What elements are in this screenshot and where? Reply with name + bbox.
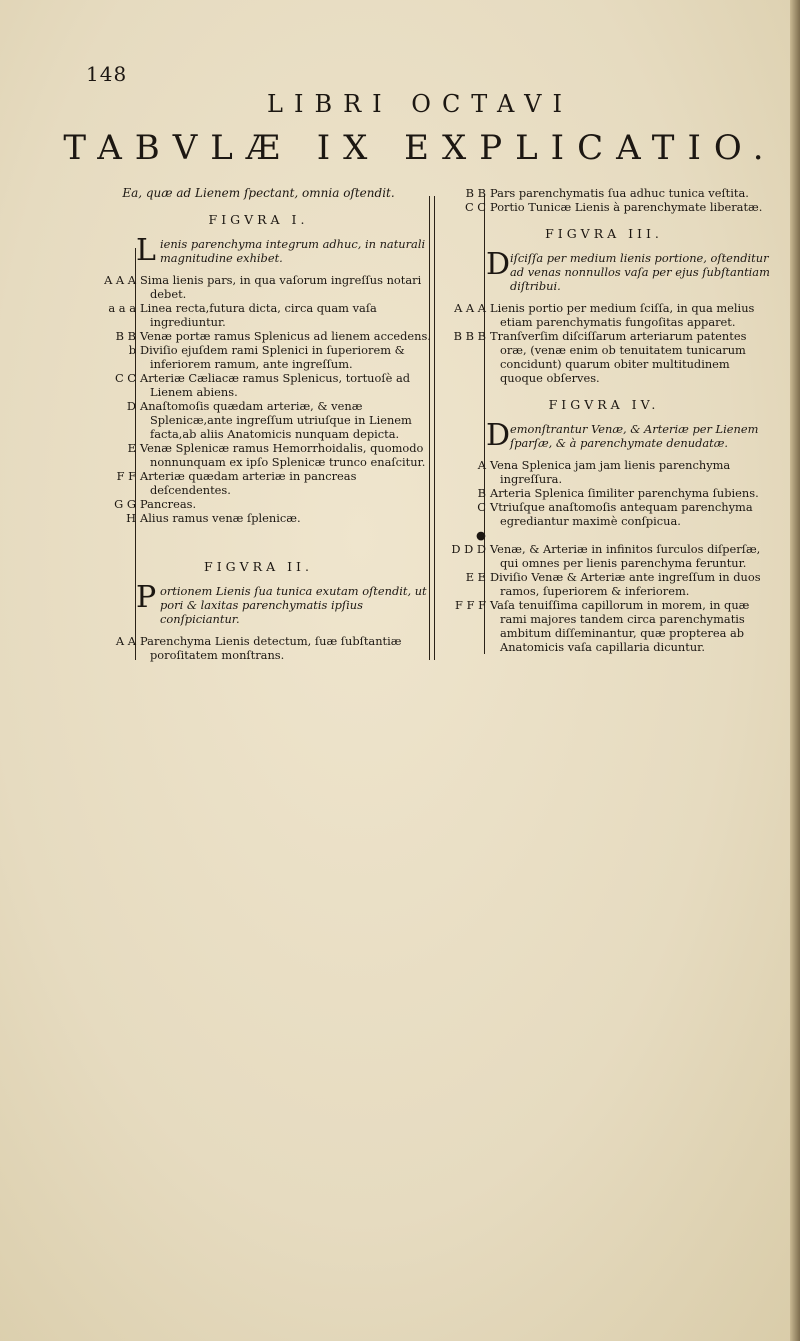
legend-entry — [436, 200, 772, 214]
legend-label: C — [477, 500, 486, 514]
legend-label: C C — [114, 371, 136, 385]
legend-entry — [86, 634, 431, 662]
figure-2-intro-text: ortionem Lienis ſua tunica exutam oſtendit, ut pori & laxitas parenchymatis ipſius conſpiciantur. — [160, 584, 427, 626]
right-column — [436, 186, 772, 654]
legend-entry — [436, 528, 772, 542]
legend-text: Parenchyma Lienis detectum, ſuæ ſubſtantiæ poroſitatem monſtrans. — [140, 634, 402, 662]
legend-label: A A A — [454, 301, 486, 315]
drop-cap: L — [136, 233, 156, 268]
legend-label: B — [477, 486, 486, 500]
legend-entry — [86, 511, 431, 525]
figure-3-intro-text: iſciſſa per medium lienis portione, oſtenditur ad venas nonnullos vaſa per ejus ſubſtantiam diſtribui. — [510, 251, 770, 293]
legend-text: Vtriuſque anaſtomoſis antequam parenchyma egrediantur maximè conſpicua. — [490, 500, 753, 528]
legend-text: Vena Splenica jam jam lienis parenchyma ingreſſura. — [490, 458, 731, 486]
drop-cap: D — [486, 418, 511, 453]
figure-4-intro-text: emonſtrantur Venæ, & Arteriæ per Lienem ſparſæ, & à parenchymate denudatæ. — [510, 422, 759, 450]
legend-label: F F — [116, 469, 136, 483]
left-column — [86, 186, 431, 662]
legend-entry — [436, 486, 772, 500]
figure-3-intro — [486, 247, 772, 293]
drop-cap: D — [486, 247, 511, 282]
legend-text: Sima lienis pars, in qua vaſorum ingreſſus notari debet. — [140, 273, 422, 301]
legend-label: ● — [476, 528, 486, 542]
center-rule-right — [434, 196, 435, 660]
legend-entry — [436, 500, 772, 528]
legend-text: Tranſverſim diſciſſarum arteriarum patentes oræ, (venæ enim ob tenuitatem tunicarum concidunt) quarum obiter multitudinem quoque obſerves. — [490, 329, 747, 385]
legend-label: A — [477, 458, 486, 472]
legend-text: Linea recta,futura dicta, circa quam vaſa ingrediuntur. — [140, 301, 377, 329]
figure-1-intro-text: ienis parenchyma integrum adhuc, in naturali magnitudine exhibet. — [160, 237, 426, 265]
legend-entry — [86, 371, 431, 399]
legend-text: Diviſio Venæ & Arteriæ ante ingreſſum in duos ramos, ſuperiorem & inferiorem. — [490, 570, 761, 598]
page-number: 148 — [86, 62, 128, 86]
legend-entry — [86, 441, 431, 469]
legend-entry — [86, 469, 431, 497]
spacer — [86, 525, 431, 547]
figure-1-intro — [136, 233, 431, 268]
legend-text: Arteriæ Cæliacæ ramus Splenicus, tortuoſè ad Lienem abiens. — [140, 371, 411, 399]
figure-4-title: FIGVRA IV. — [548, 397, 660, 412]
legend-label: E — [127, 441, 136, 455]
figure-1-title: FIGVRA I. — [208, 212, 309, 227]
legend-entry — [436, 570, 772, 598]
legend-text: Lienis portio per medium ſciſſa, in qua melius etiam parenchymatis fungoſitas apparet. — [490, 301, 755, 329]
legend-label: D D D — [451, 542, 486, 556]
legend-label: B B B — [453, 329, 486, 343]
figure-4-intro — [486, 418, 772, 453]
legend-entry — [86, 399, 431, 441]
legend-entry — [436, 186, 772, 200]
plate-caption: Ea, quæ ad Lienem ſpectant, omnia oſtendit. — [122, 186, 395, 200]
legend-entry — [436, 329, 772, 385]
legend-entry — [86, 497, 431, 511]
plate-heading: TABVLÆ IX EXPLICATIO. — [63, 128, 777, 168]
legend-label: C C — [464, 200, 486, 214]
legend-entry — [86, 273, 431, 301]
legend-text: Pancreas. — [140, 497, 197, 511]
figure-2-title: FIGVRA II. — [204, 559, 313, 574]
figure-2-intro — [136, 580, 431, 626]
figure-3-title: FIGVRA III. — [545, 226, 663, 241]
legend-label: A A A — [104, 273, 136, 287]
legend-label: H — [126, 511, 136, 525]
legend-label: G G — [114, 497, 136, 511]
legend-text: Portio Tunicæ Lienis à parenchymate liberatæ. — [490, 200, 763, 214]
legend-text: Anaſtomoſis quædam arteriæ, & venæ Splenicæ,ante ingreſſum utriuſque in Lienem facta,ab aliis Anatomicis nunquam depicta. — [140, 399, 412, 441]
legend-text: Arteriæ quædam arteriæ in pancreas deſcendentes. — [140, 469, 357, 497]
legend-entry — [436, 542, 772, 570]
legend-label: E E — [465, 570, 486, 584]
legend-label: b — [128, 343, 136, 357]
legend-text: Arteria Splenica ſimiliter parenchyma ſubiens. — [490, 486, 759, 500]
legend-label: D — [126, 399, 136, 413]
legend-text: Diviſio ejuſdem rami Splenici in ſuperiorem & inferiorem ramum, ante ingreſſum. — [140, 343, 405, 371]
legend-text: Venæ portæ ramus Splenicus ad lienem accedens. — [140, 329, 431, 343]
legend-entry — [86, 301, 431, 329]
legend-label: B B — [465, 186, 486, 200]
legend-text: Alius ramus venæ ſplenicæ. — [140, 511, 301, 525]
legend-text: Pars parenchymatis ſua adhuc tunica veſtita. — [490, 186, 749, 200]
legend-entry — [436, 458, 772, 486]
book-heading: LIBRI OCTAVI — [267, 90, 573, 118]
drop-cap: P — [136, 580, 157, 615]
legend-label: a a a — [108, 301, 136, 315]
legend-text: Venæ Splenicæ ramus Hemorrhoidalis, quomodo nonnunquam ex ipſo Splenicæ trunco enaſcitur. — [140, 441, 426, 469]
legend-entry — [436, 598, 772, 654]
legend-entry — [86, 343, 431, 371]
legend-text — [490, 528, 772, 542]
legend-label: B B — [115, 329, 136, 343]
legend-text: Vaſa tenuiſſima capillorum in morem, in quæ rami majores tandem circa parenchymatis ambitum diſſeminantur, quæ propterea ab Anatomicis vaſa capillaria dicuntur. — [490, 598, 750, 654]
legend-label: F F F — [455, 598, 486, 612]
legend-entry — [86, 329, 431, 343]
legend-label: A A — [115, 634, 136, 648]
legend-entry — [436, 301, 772, 329]
legend-text: Venæ, & Arteriæ in infinitos ſurculos diſperſæ, qui omnes per lienis parenchyma feruntur. — [490, 542, 761, 570]
page-edge — [790, 0, 800, 1341]
